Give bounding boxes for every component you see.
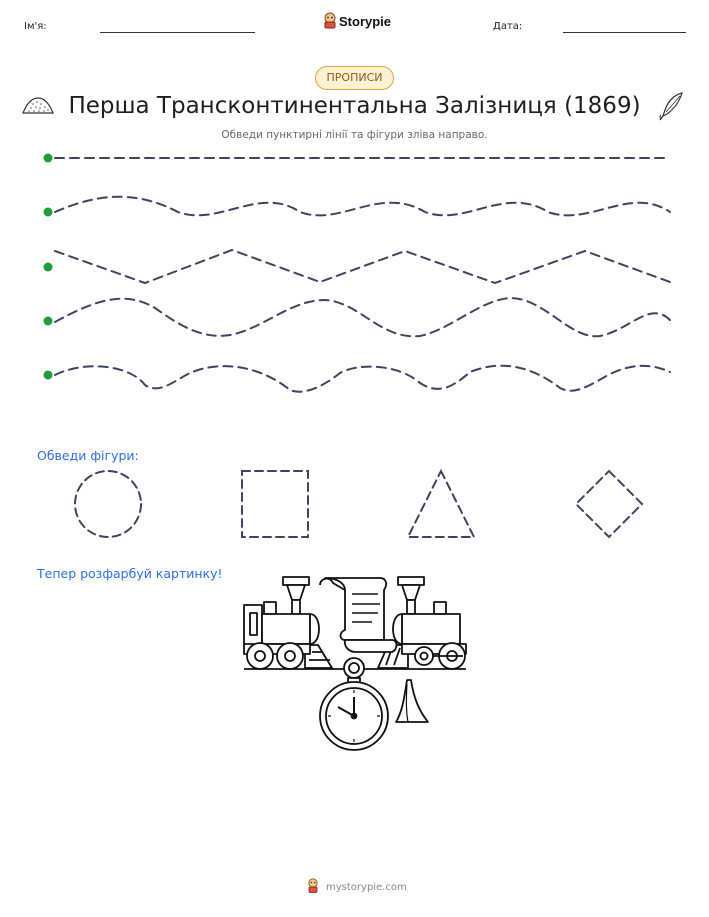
scroll-icon (320, 578, 397, 652)
instructions: Обведи пунктирні лінії та фігури зліва направо. (221, 129, 488, 141)
name-label: Ім'я: (24, 21, 47, 32)
page-title: Перша Трансконтинентальна Залізниця (1869) (68, 93, 641, 119)
locomotive-icon (244, 577, 332, 669)
brand-name: Storypie (339, 14, 392, 29)
footer-logo-icon (306, 878, 320, 898)
date-label: Дата: (493, 21, 523, 32)
coloring-section-label: Тепер розфарбуй картинку! (37, 566, 223, 581)
worksheet-type-badge: ПРОПИСИ (315, 66, 394, 90)
locomotive-icon (378, 577, 466, 669)
footer-url[interactable]: mystorypie.com (326, 882, 407, 893)
shapes-section-label: Обведи фігури: (37, 448, 139, 463)
golden-spike-icon (396, 680, 428, 722)
pocket-watch-icon (320, 658, 388, 750)
